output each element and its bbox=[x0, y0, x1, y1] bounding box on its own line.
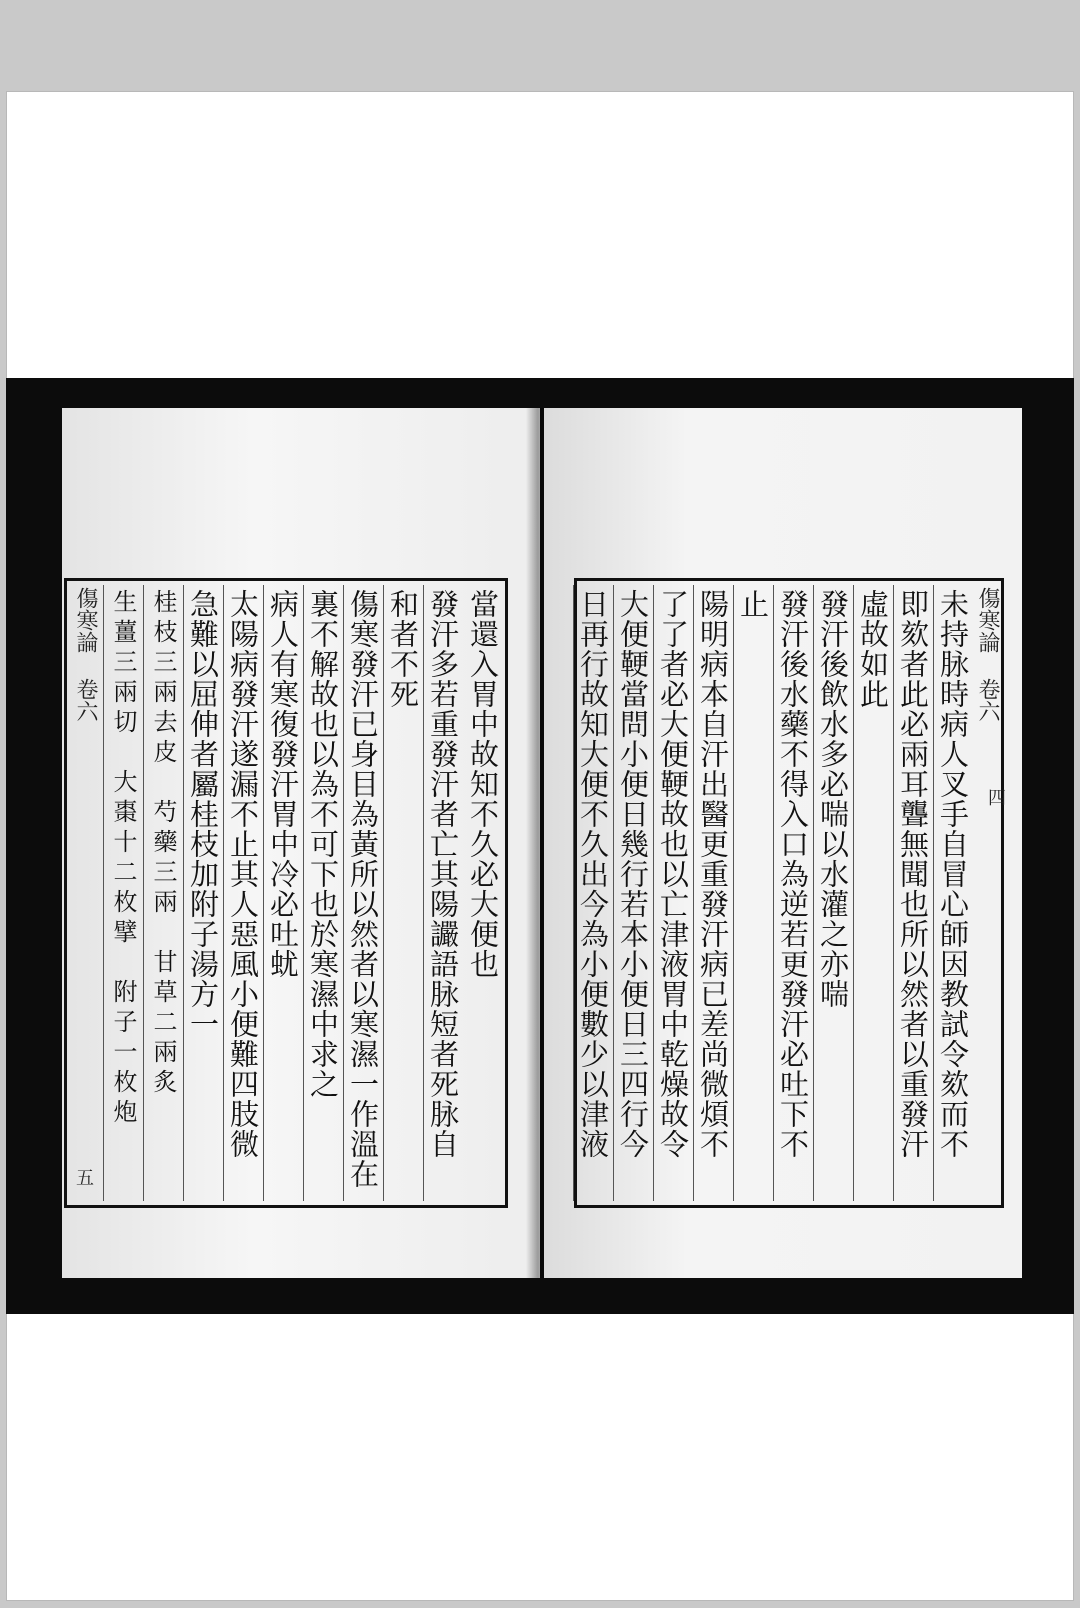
book-scan bbox=[6, 378, 1074, 1314]
right-col-5: 發汗後水藥不得入口為逆若更發汗必吐下不 bbox=[773, 585, 813, 1201]
right-col-4: 發汗後飲水多必喘以水灌之亦喘 bbox=[813, 585, 853, 1201]
left-page bbox=[62, 408, 540, 1278]
right-col-3: 虛故如此 bbox=[853, 585, 893, 1201]
right-text-frame bbox=[574, 578, 1004, 1208]
right-col-8: 了了者必大便鞕故也以亡津液胃中乾燥故令 bbox=[653, 585, 693, 1201]
right-col-10: 日再行故知大便不久出今為小便數少以津液 bbox=[573, 585, 613, 1201]
left-col-3: 和者不死 bbox=[383, 585, 423, 1201]
left-margin-title: 傷寒論 卷六 bbox=[73, 587, 98, 722]
right-page bbox=[544, 408, 1022, 1278]
right-col-1: 未持脉時病人叉手自冒心師因教試令欬而不 bbox=[933, 585, 973, 1201]
right-col-2: 即欬者此必兩耳聾無聞也所以然者以重發汗 bbox=[893, 585, 933, 1201]
left-col-2: 發汗多若重發汗者亡其陽讝語脉短者死脉自 bbox=[423, 585, 463, 1201]
right-col-6: 止 bbox=[733, 585, 773, 1201]
right-margin-title: 傷寒論 卷六 bbox=[975, 587, 1000, 722]
right-folio: 四 bbox=[985, 788, 1006, 806]
left-col-6: 病人有寒復發汗胃中冷必吐蚘 bbox=[263, 585, 303, 1201]
left-col-1: 當還入胃中故知不久必大便也 bbox=[466, 589, 500, 979]
right-col-9: 大便鞕當問小便日幾行若本小便日三四行今 bbox=[613, 585, 653, 1201]
left-col-4: 傷寒發汗已身目為黃所以然者以寒濕一作溫在 bbox=[343, 585, 383, 1201]
right-col-7: 陽明病本自汗出醫更重發汗病已差尚微煩不 bbox=[693, 585, 733, 1201]
left-text-frame bbox=[64, 578, 508, 1208]
left-col-7: 太陽病發汗遂漏不止其人惡風小便難四肢微 bbox=[223, 585, 263, 1201]
left-col-5: 裏不解故也以為不可下也於寒濕中求之 bbox=[303, 585, 343, 1201]
left-col-8: 急難以屈伸者屬桂枝加附子湯方一 bbox=[183, 585, 223, 1201]
left-col-9: 桂枝三兩去皮 芍藥三兩 甘草二兩炙 bbox=[143, 585, 183, 1201]
left-folio: 五 bbox=[73, 1168, 94, 1186]
left-col-10: 生薑三兩切 大棗十二枚擘 附子一枚炮 bbox=[103, 585, 143, 1201]
